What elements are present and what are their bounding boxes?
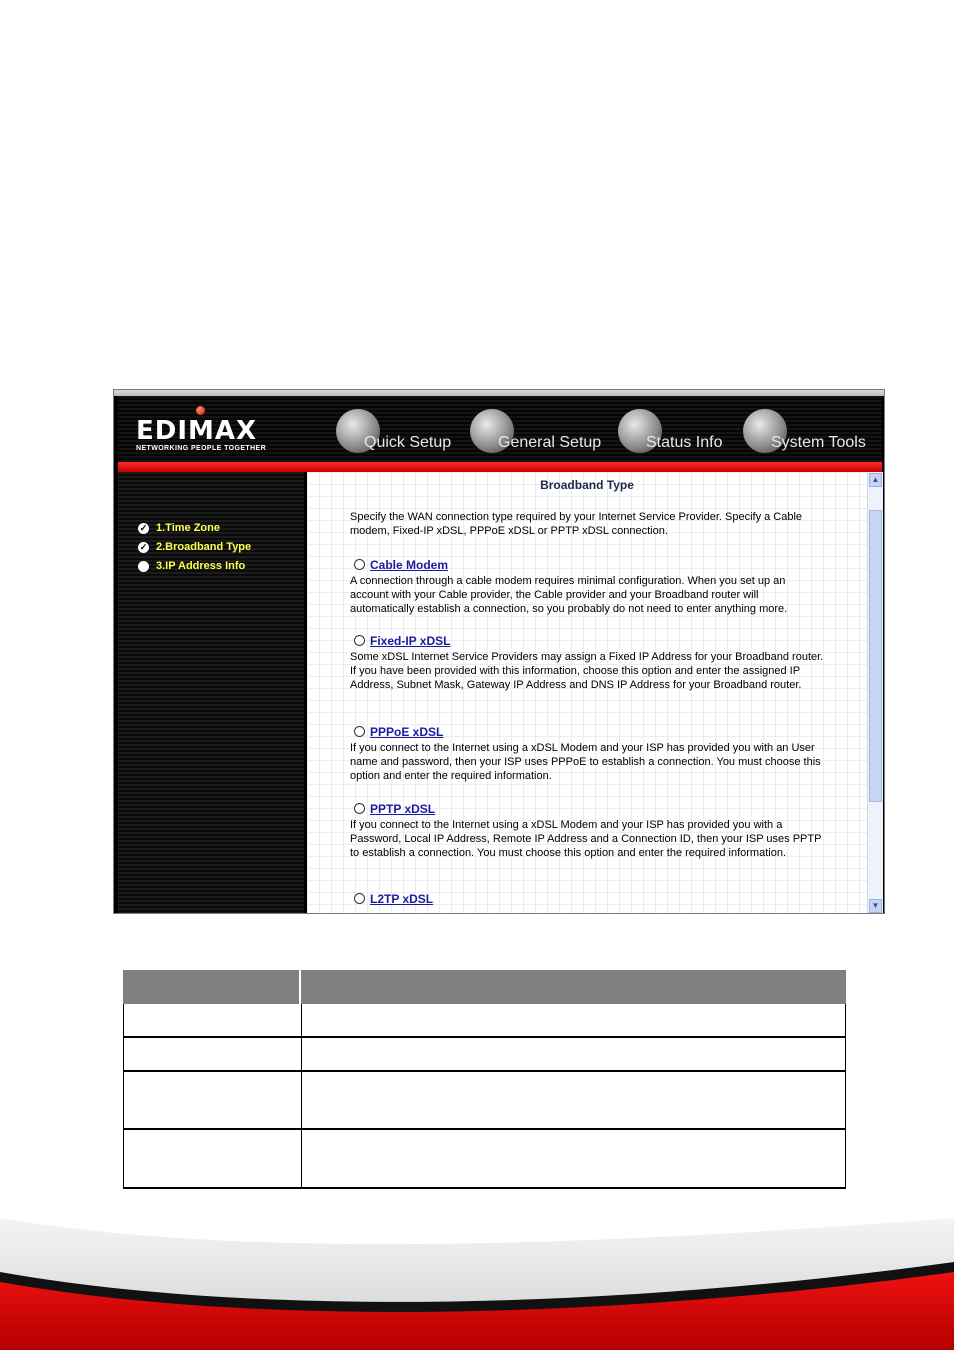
pppoe-link[interactable]: PPPoE xDSL (370, 725, 444, 739)
table-row (123, 1130, 846, 1189)
nav-label: Status Info (646, 434, 723, 451)
option-description: If you connect to the Internet using a xDSL Modem and your ISP has provided you with a Password, Local IP Address, Remote IP Address and a Connection ID, then your ISP uses PPTP to establish a connection. You must choose this option and enter the required information. (350, 819, 822, 859)
table-cell (124, 1130, 302, 1187)
page-title: Broadband Type (540, 478, 634, 492)
scroll-down-arrow-icon[interactable]: ▼ (869, 899, 882, 913)
cable-modem-link[interactable]: Cable Modem (370, 558, 449, 572)
option-description: If you connect to the Internet using a xDSL Modem and your ISP has provided you with an User name and password, then your ISP uses PPPoE to establish a connection. You must choose this option and enter the required information. (350, 742, 821, 782)
nav-label: General Setup (498, 434, 602, 451)
parameter-table (123, 970, 846, 1189)
pptp-radio[interactable] (354, 803, 365, 814)
logo-dot-icon (196, 406, 205, 415)
table-header-row (123, 970, 846, 1004)
table-row (123, 1072, 846, 1130)
check-icon: ✓ (139, 542, 148, 552)
option-fixed-ip-xdsl (350, 634, 825, 692)
option-description: Some xDSL Internet Service Providers may assign a Fixed IP Address for your Broadband router. If you have been provided with this information, choose this option and enter the assigned IP Address, Subnet Mask, Gateway IP Address and DNS IP Address for your Broadband router. (350, 651, 824, 691)
fixed-ip-radio[interactable] (354, 635, 365, 646)
option-l2tp-xdsl (350, 892, 825, 908)
brand-logo: EDIMAX (136, 416, 258, 446)
table-cell (124, 1038, 302, 1070)
intro-text: Specify the WAN connection type required by your Internet Service Provider. Specify a Cable modem, Fixed-IP xDSL, PPPoE xDSL or PPTP xDSL connection. (350, 511, 803, 537)
table-cell (302, 1072, 847, 1128)
nav-system-tools[interactable] (743, 406, 878, 456)
table-row (123, 1004, 846, 1038)
brand-tagline: NETWORKING PEOPLE TOGETHER (136, 445, 267, 452)
wizard-steps-panel (118, 472, 304, 914)
nav-label: Quick Setup (364, 434, 452, 451)
cable-modem-radio[interactable] (354, 559, 365, 570)
table-cell (124, 1004, 302, 1036)
router-screenshot (113, 389, 885, 914)
table-header-cell (123, 970, 301, 1004)
table-cell (302, 1004, 847, 1036)
content-scrollbar[interactable] (867, 472, 883, 914)
header-bar (118, 396, 882, 462)
broadband-type-content (307, 472, 867, 914)
nav-general-setup[interactable] (470, 406, 620, 456)
option-description: A connection through a cable modem requires minimal configuration. When you set up an account with your Cable provider, the Cable provider and your Broadband router will automatically establish a connection, so you probably do not need to enter anything more. (350, 575, 788, 615)
l2tp-link[interactable]: L2TP xDSL (370, 892, 434, 906)
pptp-link[interactable]: PPTP xDSL (370, 802, 436, 816)
nav-label: System Tools (771, 434, 866, 451)
nav-status-info[interactable] (618, 406, 738, 456)
step-label: 2.Broadband Type (156, 541, 252, 553)
table-cell (302, 1038, 847, 1070)
table-cell (124, 1072, 302, 1128)
header-accent-bar (118, 462, 882, 472)
pppoe-radio[interactable] (354, 726, 365, 737)
option-pptp-xdsl (350, 802, 825, 860)
table-header-cell (301, 970, 846, 1004)
option-pppoe-xdsl (350, 725, 825, 783)
option-cable-modem (350, 558, 825, 616)
check-icon: ✓ (139, 523, 148, 533)
footer-wave-decoration (0, 1200, 954, 1350)
scrollbar-thumb[interactable] (869, 510, 882, 802)
scroll-up-arrow-icon[interactable]: ▲ (869, 473, 882, 487)
step-label: 1.Time Zone (156, 522, 220, 534)
table-cell (302, 1130, 847, 1187)
fixed-ip-link[interactable]: Fixed-IP xDSL (370, 634, 451, 648)
table-row (123, 1038, 846, 1072)
l2tp-radio[interactable] (354, 893, 365, 904)
bullet-icon (138, 561, 149, 572)
step-label: 3.IP Address Info (156, 560, 246, 572)
nav-quick-setup[interactable] (336, 406, 466, 456)
